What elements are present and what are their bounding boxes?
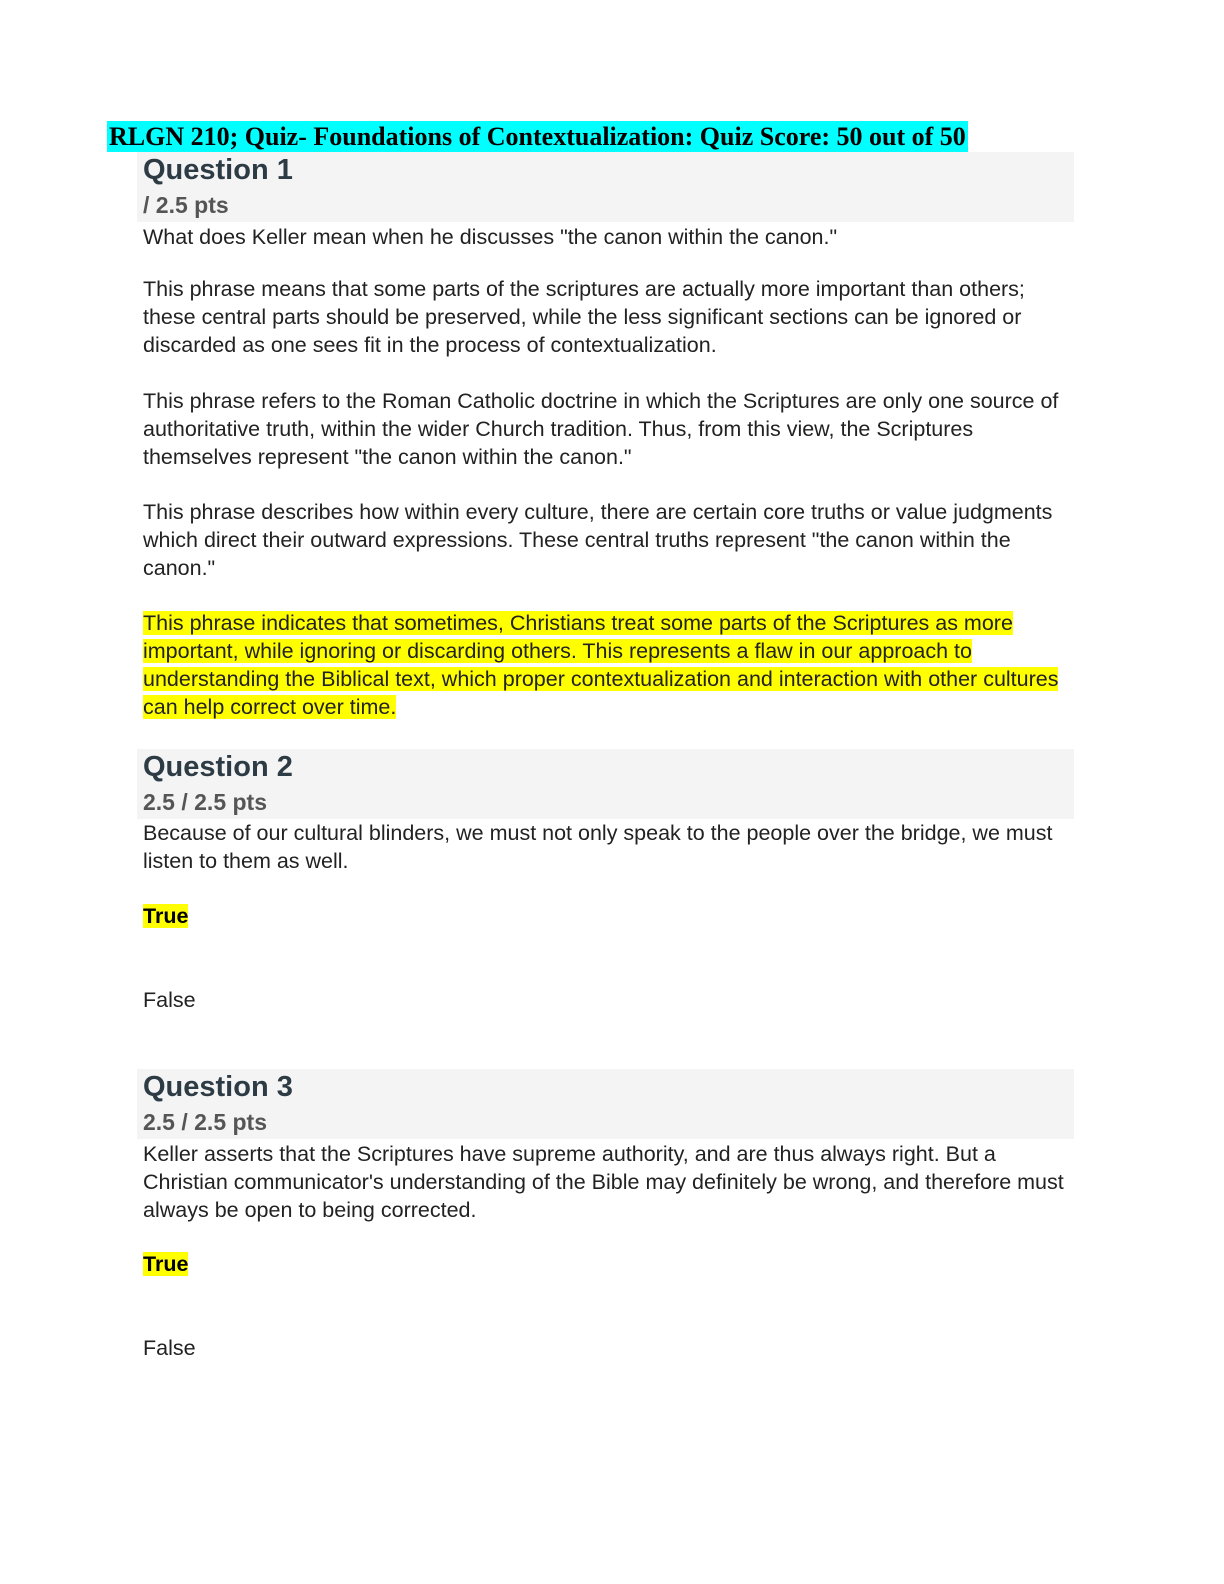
answer-true-selected[interactable]: [143, 1250, 188, 1278]
answer-option-1[interactable]: This phrase means that some parts of the scriptures are actually more important than others; these central parts should be preserved, while the less significant sections can be ignored or discarded as one sees fit in the process of contextualization.: [143, 277, 1025, 357]
question-title: Question 1: [143, 154, 293, 186]
answer-false[interactable]: False: [143, 1336, 196, 1360]
question-prompt: Because of our cultural blinders, we must not only speak to the people over the bridge, we must listen to them as well.: [143, 821, 1053, 873]
question-points: 2.5 / 2.5 pts: [143, 1109, 268, 1135]
selected-answer-highlight: True: [143, 1252, 189, 1276]
question-points: / 2.5 pts: [143, 192, 229, 218]
selected-answer-highlight: True: [143, 904, 189, 928]
selected-answer-highlight: This phrase indicates that sometimes, Christians treat some parts of the Scriptures as more important, while ignoring or discarding others. This represents a flaw in our approach to understanding the Biblical text, which proper contextualization and interaction with other cultures can help correct over time.: [143, 611, 1059, 719]
question-title: Question 3: [143, 1071, 293, 1103]
answer-option-3[interactable]: This phrase describes how within every culture, there are certain core truths or value judgments which direct their outward expressions. These central truths represent "the canon within the canon.": [143, 500, 1053, 580]
question-title: Question 2: [143, 751, 293, 783]
question-prompt: Keller asserts that the Scriptures have supreme authority, and are thus always right. But a Christian communicator's understanding of the Bible may definitely be wrong, and therefore must always be open to being corrected.: [143, 1142, 1064, 1222]
question-header: [137, 749, 1074, 819]
answer-option-4-selected[interactable]: [143, 609, 1073, 721]
question-header: [137, 152, 1074, 222]
question-header: [137, 1069, 1074, 1139]
document-title: RLGN 210; Quiz- Foundations of Contextualization: Quiz Score: 50 out of 50: [109, 122, 966, 151]
question-points: 2.5 / 2.5 pts: [143, 789, 268, 815]
question-prompt: What does Keller mean when he discusses "the canon within the canon.": [143, 225, 838, 249]
answer-false[interactable]: False: [143, 988, 196, 1012]
answer-true-selected[interactable]: [143, 902, 188, 930]
answer-option-2[interactable]: This phrase refers to the Roman Catholic doctrine in which the Scriptures are only one source of authoritative truth, within the wider Church tradition. Thus, from this view, the Scriptures themselves represent "the canon within the canon.": [143, 389, 1059, 469]
